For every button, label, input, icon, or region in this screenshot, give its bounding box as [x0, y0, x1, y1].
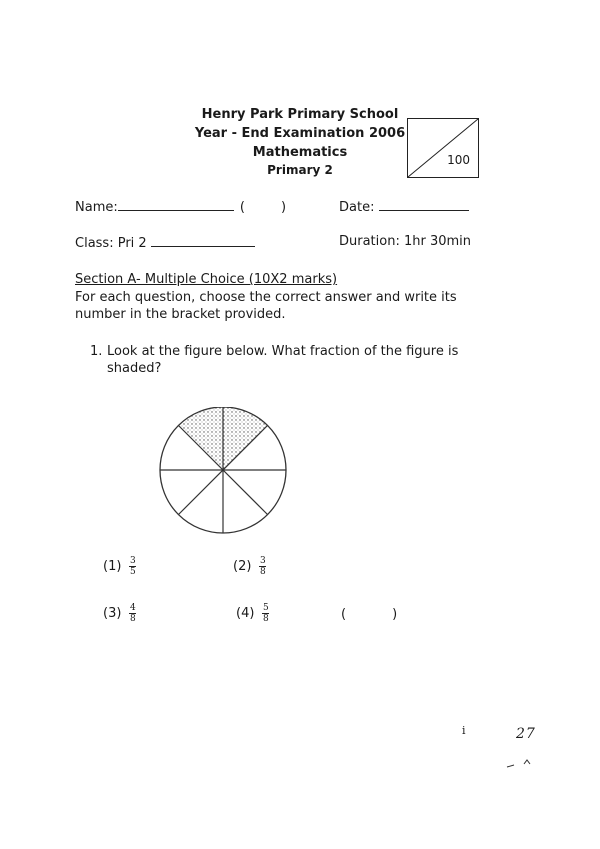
answer-bracket-close: ): [392, 607, 398, 622]
class-blank[interactable]: [151, 234, 255, 247]
level-title: Primary 2: [267, 163, 333, 177]
date-label: Date:: [339, 200, 375, 215]
option-3-label: (3): [103, 606, 122, 621]
page-mark: i: [462, 724, 466, 737]
index-open: (: [239, 200, 245, 215]
date-blank[interactable]: [379, 198, 469, 211]
question-text-line-2: shaded?: [107, 361, 162, 376]
instruction-line-1: For each question, choose the correct answer and write its: [75, 290, 457, 305]
denominator: 8: [260, 567, 266, 577]
option-3[interactable]: [103, 603, 136, 624]
shaded-sector: [223, 407, 268, 470]
name-label: Name:: [75, 200, 118, 215]
score-total: 100: [447, 153, 470, 167]
shaded-sector: [179, 407, 224, 470]
name-blank[interactable]: [118, 198, 234, 211]
answer-bracket[interactable]: [341, 607, 397, 622]
option-2-fraction: [259, 556, 266, 577]
numerator: 5: [263, 603, 269, 613]
fraction-circle-figure: [155, 407, 295, 537]
option-3-fraction: [129, 603, 136, 624]
exam-title: Year - End Examination 2006: [194, 126, 406, 141]
option-1-label: (1): [103, 559, 122, 574]
score-box: [407, 118, 479, 178]
denominator: 5: [130, 567, 136, 577]
index-close: ): [280, 200, 287, 215]
section-title: Section A- Multiple Choice (10X2 marks): [75, 272, 338, 287]
class-field[interactable]: [75, 234, 255, 251]
score-box-diagonal: [408, 119, 478, 177]
numerator: 4: [130, 603, 136, 613]
instruction-line-2: number in the bracket provided.: [75, 307, 286, 322]
question-number: 1.: [90, 344, 103, 359]
option-4-fraction: [262, 603, 269, 624]
option-2-label: (2): [233, 559, 252, 574]
subject-title: Mathematics: [252, 145, 348, 160]
stray-pen-marks: [505, 758, 533, 770]
option-1[interactable]: [103, 556, 136, 577]
date-field[interactable]: [339, 198, 469, 215]
name-field[interactable]: [75, 198, 286, 215]
class-label: Class: Pri 2: [75, 236, 147, 251]
answer-bracket-open: (: [341, 607, 347, 622]
school-name: Henry Park Primary School: [201, 107, 399, 122]
option-1-fraction: [129, 556, 136, 577]
handwritten-mark: 27: [516, 726, 536, 742]
duration: Duration: 1hr 30min: [339, 234, 472, 249]
denominator: 8: [130, 614, 136, 624]
option-4-label: (4): [236, 606, 255, 621]
question-text-line-1: Look at the figure below. What fraction of the figure is: [107, 344, 459, 359]
denominator: 8: [263, 614, 269, 624]
option-2[interactable]: [233, 556, 266, 577]
numerator: 3: [260, 556, 266, 566]
numerator: 3: [130, 556, 136, 566]
option-4[interactable]: [236, 603, 269, 624]
